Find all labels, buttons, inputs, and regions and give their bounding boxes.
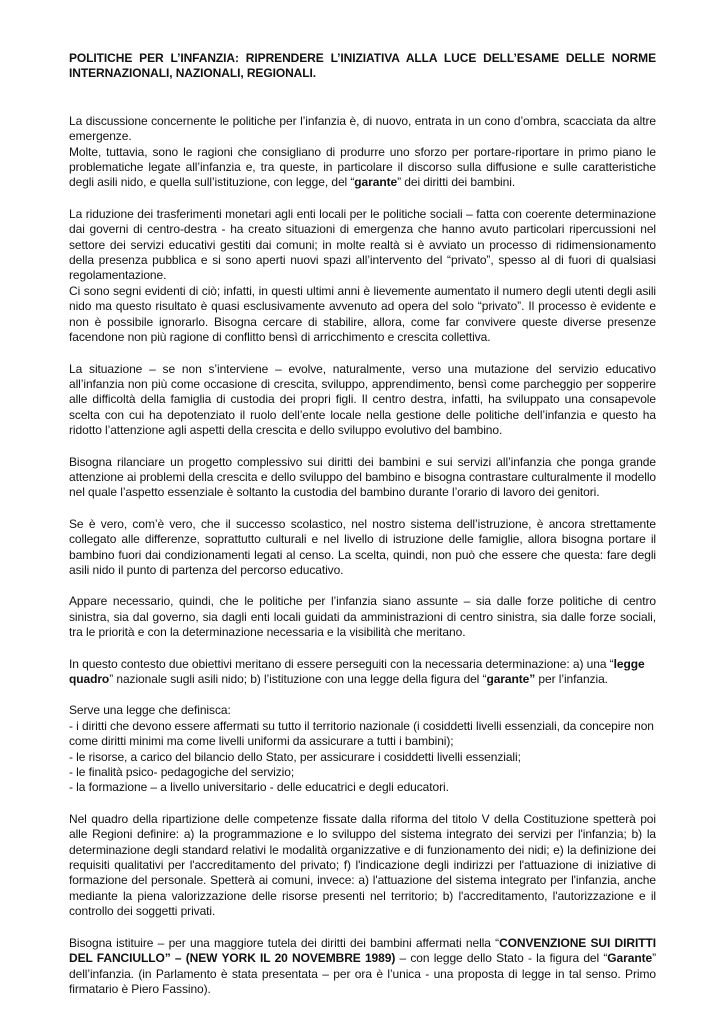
paragraph-situation: La situazione – se non s’interviene – evolve, naturalmente, verso una mutazione del servizio educativo all’infanzia non più come occasione di crescita, sviluppo, apprendimento, bensì come parcheggio per sopperire alle difficoltà della famiglia di custodia dei propri figli. Il centro destra, infatti, ha sviluppato una consapevole scelta con cui ha depotenziato il ruolo dell’ente locale nella gestione delle politiche dell’infanzia e questo ha ridotto l’attenzione agli aspetti della crescita e dello sviluppo evolutivo del bambino. (69, 361, 656, 438)
law-list-intro: Serve una legge che definisca: (69, 703, 231, 718)
paragraph-intro (69, 114, 656, 191)
paragraph-funding (69, 207, 656, 346)
garante-emphasis-3: Garante (607, 951, 653, 966)
law-list-item: - la formazione – a livello universitario - delle educatrici e degli educatori. (69, 780, 449, 795)
legge-quadro-emphasis: legge quadro (69, 656, 645, 686)
garante-emphasis: garante (354, 175, 398, 190)
convention-emphasis: CONVENZIONE SUI DIRITTI DEL FANCIULLO” – (NEW YORK IL 20 NOVEMBRE 1989) (69, 935, 656, 966)
paragraph-guarantor: Bisogna istituire – per una maggiore tutela dei diritti dei bambini affermati nella “CONVENZIONE SUI DIRITTI DEL FANCIULLO” – (NEW YORK IL 20 NOVEMBRE 1989) – con legge dello Stato - la figura del “Garante” dell’infanzia. (in Parlamento è stata presentata – per ora è l’unica - una proposta di legge in tal senso. Primo firmatario è Piero Fassino). (69, 935, 656, 996)
garante-emphasis-2: garante” (486, 672, 536, 686)
law-list-item: - le finalità psico- pedagogiche del servizio; (69, 765, 295, 780)
law-list-item: - i diritti che devono essere affermati su tutto il territorio nazionale (i cosiddetti livelli essenziali, da concepire non come diritti minimi ma come livelli uniformi da assicurare a tutti i bambini); (69, 718, 654, 749)
paragraph-intro-sentence-1: La discussione concernente le politiche per l’infanzia è, di nuovo, entrata in un cono d’ombra, scacciata da altre emergenze. (69, 113, 656, 144)
document-title: POLITICHE PER L’INFANZIA: RIPRENDERE L’INIZIATIVA ALLA LUCE DELL’ESAME DELLE NORME INTERNAZIONALI, NAZIONALI, REGIONALI. (69, 51, 656, 81)
paragraph-funding-part-2: Ci sono segni evidenti di ciò; infatti, in questi ultimi anni è lievemente aumentato il numero degli utenti degli asili nido ma questo risultato è quasi esclusivamente avvenuto ad opera del solo “privato”. Il processo è evidente e non è possibile ignorarlo. Bisogna cercare di stabilire, allora, come far convivere queste diverse presenze facendone non più ragione di conflitto bensì di arricchimento e crescita collettiva. (69, 283, 656, 345)
paragraph-law-list (69, 703, 656, 795)
paragraph-intro-sentence-2: Molte, tuttavia, sono le ragioni che consigliano di produrre uno sforzo per portare-riportare in primo piano le problematiche legate all’infanzia e, tra queste, in particolare il discorso sulla diffusione e sulle caratteristiche degli asili nido, e quella sull’istituzione, con legge, del “garante” dei diritti dei bambini. (69, 144, 656, 190)
paragraph-regions: Nel quadro della ripartizione delle competenze fissate dalla riforma del titolo V della Costituzione spetterà poi alle Regioni definire: a) la programmazione e lo sviluppo del sistema integrato dei servizi per l'infanzia; b) la determinazione degli standard relativi le modalità organizzative e di funzionamento dei nidi; e) la definizione dei requisiti qualitativi per l'accreditamento del privato; f) l'indicazione degli indirizzi per l'attuazione di iniziative di formazione del personale. Spetterà ai comuni, invece: a) l'attuazione del sistema integrato per l'infanzia, anche mediante la piena valorizzazione delle risorse presenti nel territorio; b) l'accreditamento, l'autorizzazione e il controllo dei soggetti privati. (69, 811, 656, 919)
law-list-item: - le risorse, a carico del bilancio dello Stato, per assicurare i cosiddetti livelli essenziali; (69, 749, 521, 764)
paragraph-funding-part-1: La riduzione dei trasferimenti monetari agli enti locali per le politiche sociali – fatta con coerente determinazione dai governi di centro-destra - ha creato situazioni di emergenza che hanno avuto particolari ripercussioni nel settore dei servizi educativi gestiti dai comuni; in molte realtà si è avviato un processo di ridimensionamento della presenza pubblica e si sono aperti nuovi spazi all’intervento del “privato”, spesso al di fuori di qualsiasi regolamentazione. (69, 206, 656, 283)
paragraph-objectives: In questo contesto due obiettivi meritano di essere perseguiti con la necessaria determinazione: a) una “legge quadro” nazionale sugli asili nido; b) l’istituzione con una legge della figura del “garante” per l’infanzia. (69, 656, 645, 686)
paragraph-relaunch: Bisogna rilanciare un progetto complessivo sui diritti dei bambini e sui servizi all’infanzia che ponga grande attenzione ai problemi della crescita e dello sviluppo del bambino e bisogna contrastare culturalmente il modello nel quale l’aspetto essenziale è soltanto la custodia del bambino durante l’orario di lavoro dei genitori. (69, 454, 656, 500)
paragraph-necessity: Appare necessario, quindi, che le politiche per l’infanzia siano assunte – sia dalle forze politiche di centro sinistra, sia dal governo, sia dagli enti locali guidati da amministrazioni di centro sinistra, sia dalle forze sociali, tra le priorità e con la determinazione necessaria e la visibilità che meritano. (69, 594, 656, 640)
document-page (69, 51, 656, 1013)
paragraph-school-success: Se è vero, com’è vero, che il successo scolastico, nel nostro sistema dell’istruzione, è ancora strettamente collegato alle differenze, soprattutto culturali e nel livello di istruzione delle famiglie, allora bisogna portare il bambino fuori dai condizionamenti legati al censo. La scelta, quindi, non può che essere che questa: fare degli asili nido il punto di partenza del percorso educativo. (69, 516, 656, 577)
